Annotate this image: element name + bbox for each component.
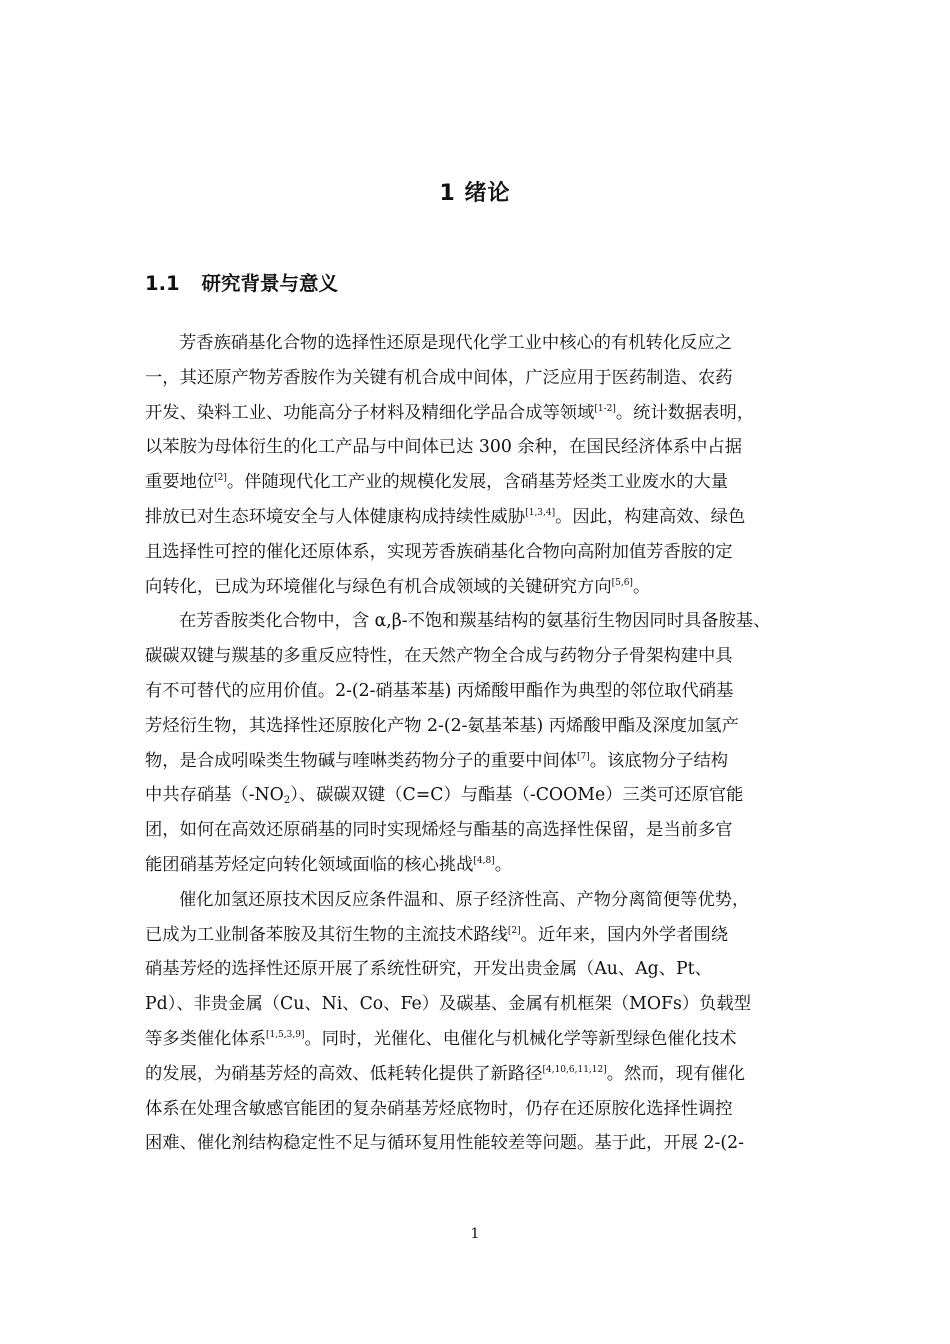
- line-text: 能团硝基芳烃定向转化领域面临的核心挑战: [145, 854, 474, 875]
- citation: [5,6]: [611, 577, 633, 588]
- citation: [1-2]: [594, 403, 616, 414]
- text-line: [145, 883, 825, 918]
- citation: [2]: [214, 473, 227, 484]
- text-line: [145, 535, 825, 570]
- line-text: 等多类催化体系: [145, 1028, 266, 1049]
- line-text: 碳碳双键与羰基的多重反应特性，在天然产物全合成与药物分子骨架构建中具: [145, 646, 733, 667]
- text-line: [145, 639, 825, 674]
- line-text: 催化加氢还原技术因反应条件温和、原子经济性高、产物分离简便等优势，: [179, 889, 750, 910]
- line-text: 。然而，现有催化: [606, 1063, 746, 1084]
- line-text: 已成为工业制备苯胺及其衍生物的主流技术路线: [145, 924, 508, 945]
- citation: [1,3,4]: [525, 507, 556, 518]
- subscript: 2: [283, 795, 291, 807]
- line-text: 。近年来，国内外学者围绕: [520, 924, 729, 945]
- line-text: 。该底物分子结构: [589, 750, 729, 771]
- line-text: 硝基芳烃的选择性还原开展了系统性研究，开发出贵金属（Au、Ag、Pt、: [145, 959, 712, 980]
- text-line: [145, 361, 825, 396]
- body-text: [145, 326, 825, 1161]
- line-text: 且选择性可控的催化还原体系，实现芳香族硝基化合物向高附加值芳香胺的定: [145, 541, 733, 562]
- text-line: [145, 987, 825, 1022]
- text-line: [145, 813, 825, 848]
- line-text: 排放已对生态环境安全与人体健康构成持续性威胁: [145, 506, 526, 527]
- line-text: 团，如何在高效还原硝基的同时实现烯烃与酯基的高选择性保留，是当前多官: [145, 820, 733, 841]
- line-text: 。: [494, 854, 512, 875]
- citation: [1,5,3,9]: [265, 1029, 305, 1040]
- line-text: 体系在处理含敏感官能团的复杂硝基芳烃底物时，仍存在还原胺化选择性调控: [145, 1098, 733, 1119]
- text-line: [145, 465, 825, 500]
- text-line: [145, 1022, 825, 1057]
- line-text: 的发展，为硝基芳烃的高效、低耗转化提供了新路径: [145, 1063, 543, 1084]
- line-text: 。因此，构建高效、绿色: [555, 506, 746, 527]
- text-line: [145, 570, 825, 605]
- line-text: 以苯胺为母体衍生的化工产品与中间体已达 300 余种，在国民经济体系中占据: [145, 437, 742, 458]
- text-line: [145, 430, 825, 465]
- line-text: 开发、染料工业、功能高分子材料及精细化学品合成等领域: [145, 402, 595, 423]
- citation: [2]: [507, 925, 521, 936]
- section-number: 1.1: [145, 272, 180, 295]
- line-text: 芳烃衍生物，其选择性还原胺化产物 2-(2-氨基苯基) 丙烯酸甲酯及深度加氢产: [145, 715, 739, 736]
- line-text: 向转化，已成为环境催化与绿色有机合成领域的关键研究方向: [145, 576, 612, 597]
- line-text: Pd）、非贵金属（Cu、Ni、Co、Fe）及碳基、金属有机框架（MOFs）负载型: [145, 994, 751, 1015]
- text-line: [145, 1126, 825, 1161]
- text-line: [145, 326, 825, 361]
- line-text: 。伴随现代化工产业的规模化发展，含硝基芳烃类工业废水的大量: [226, 472, 729, 493]
- line-text: 一，其还原产物芳香胺作为关键有机合成中间体，广泛应用于医药制造、农药: [145, 367, 733, 388]
- line-text: 。同时，光催化、电催化与机械化学等新型绿色催化技术: [304, 1028, 737, 1049]
- text-line: [145, 674, 825, 709]
- text-line: [145, 1092, 825, 1127]
- section-title: 研究背景与意义: [201, 272, 339, 295]
- text-line: [145, 778, 825, 813]
- text-line: [145, 952, 825, 987]
- citation: [7]: [577, 751, 590, 762]
- text-line: [145, 744, 825, 779]
- line-text: 有不可替代的应用价值。2-(2-硝基苯基) 丙烯酸甲酯作为典型的邻位取代硝基: [145, 680, 734, 701]
- text-line: [145, 500, 825, 535]
- text-line: [145, 709, 825, 744]
- line-text: 。: [632, 576, 651, 597]
- text-line: [145, 848, 825, 883]
- line-text: 重要地位: [145, 472, 215, 493]
- line-text: ）、碳碳双键（C=C）与酯基（-COOMe）三类可还原官能: [290, 785, 744, 806]
- text-line: [145, 396, 825, 431]
- section-heading: [145, 268, 338, 296]
- line-text: 。统计数据表明，: [615, 402, 755, 423]
- text-line: [145, 918, 825, 953]
- line-text: 芳香族硝基化合物的选择性还原是现代化学工业中核心的有机转化反应之: [179, 333, 733, 353]
- line-text: 在芳香胺类化合物中，含 α,β-不饱和羰基结构的氨基衍生物因同时具备胺基、: [179, 611, 771, 632]
- line-text: 中共存硝基（-NO: [145, 785, 284, 806]
- text-line: [145, 1057, 825, 1092]
- text-line: [145, 604, 825, 639]
- line-text: 物，是合成吲哚类生物碱与喹啉类药物分子的重要中间体: [145, 750, 578, 771]
- chapter-title: 1 绪论: [439, 181, 511, 206]
- page-number: 1: [470, 1226, 480, 1242]
- line-text: 困难、催化剂结构稳定性不足与循环复用性能较差等问题。基于此，开展 2-(2-: [145, 1133, 744, 1154]
- citation: [4,8]: [473, 855, 495, 866]
- citation: [4,10,6,11,12]: [542, 1064, 607, 1075]
